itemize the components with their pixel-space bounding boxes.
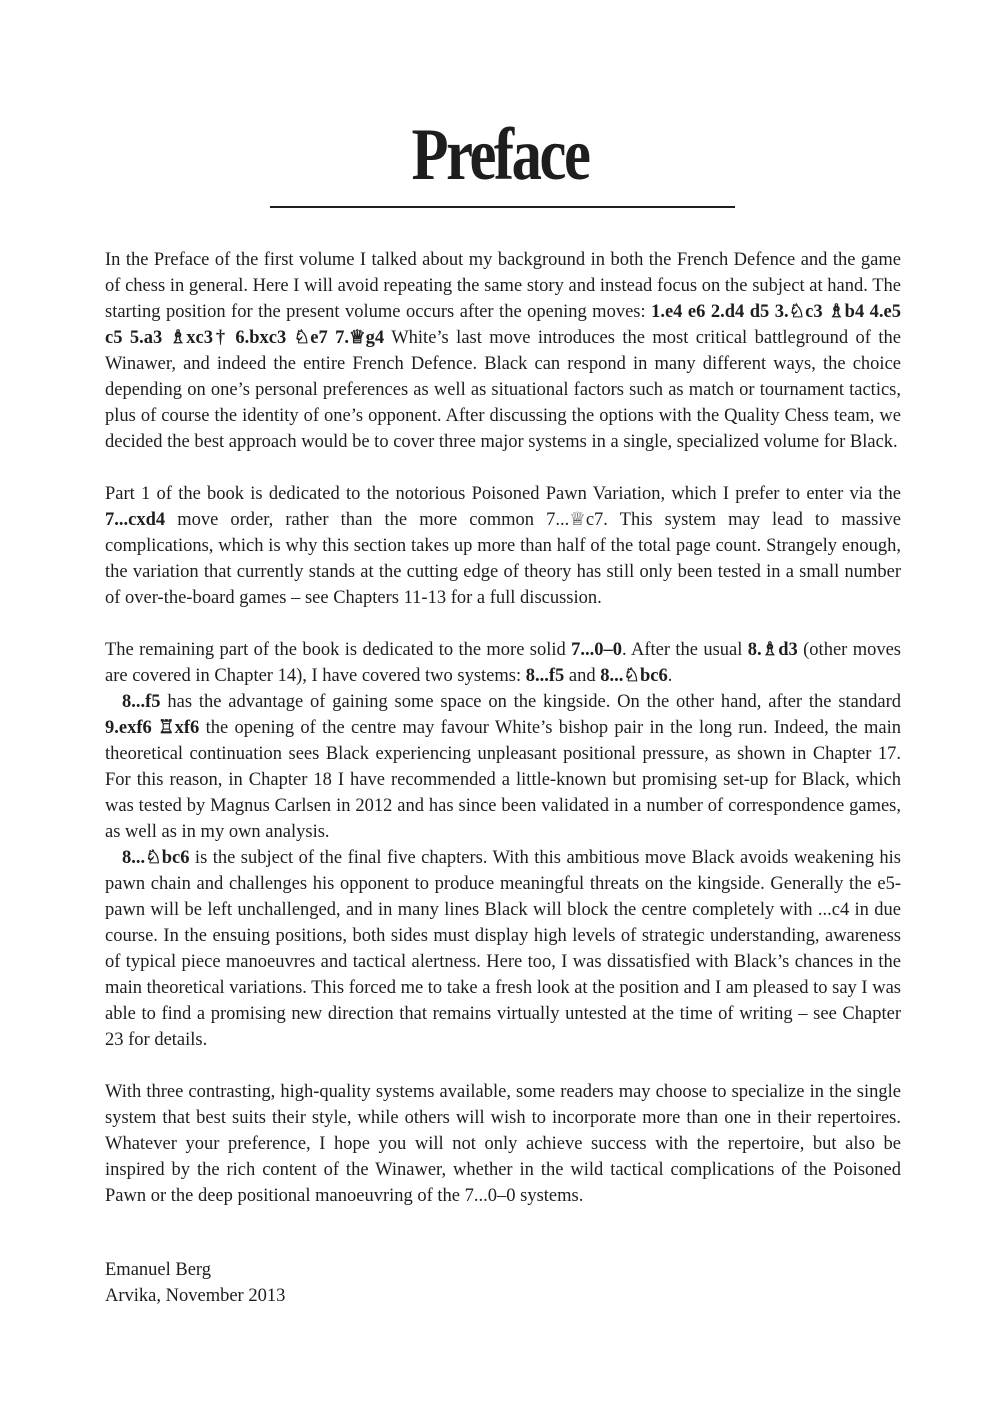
place-date: Arvika, November 2013 — [105, 1286, 286, 1306]
author-name: Emanuel Berg — [105, 1260, 212, 1280]
text: . After the usual — [622, 640, 748, 660]
preface-body — [105, 247, 901, 1209]
move: 8...♘bc6 — [600, 666, 668, 686]
paragraph-2 — [105, 481, 901, 611]
paragraph-4 — [105, 689, 901, 845]
move: 7...0–0 — [571, 640, 623, 660]
text: has the advantage of gaining some space on the kingside. On the other hand, after the standard — [160, 692, 901, 712]
text: White’s last move introduces the most critical battleground of the Winawer, and indeed the entire French Defence. Black can respond in many different ways, the choice depending on one’s personal preferences as well as situational factors such as match or tournament tactics, plus of course the identity of one’s opponent. After discussing the options with the Quality Chess team, we decided the best approach would be to cover three major systems in a single, specialized volume for Black. — [105, 328, 901, 452]
text: . — [667, 666, 673, 686]
move: 8...f5 — [122, 692, 161, 712]
move: 9.exf6 ♖xf6 — [105, 718, 200, 738]
move: 7...cxd4 — [105, 510, 166, 530]
text: the opening of the centre may favour White’s bishop pair in the long run. Indeed, the main theoretical continuation sees Black experiencing unpleasant positional pressure, as shown in Chapter 17. For this reason, in Chapter 18 I have recommended a little-known but promising set-up for Black, which was tested by Magnus Carlsen in 2012 and has since been validated in a number of correspondence games, as well as in my own analysis. — [105, 718, 901, 842]
paragraph-3 — [105, 637, 901, 689]
move: 8...♘bc6 — [122, 848, 190, 868]
text: The remaining part of the book is dedicated to the more solid — [105, 640, 572, 660]
title-rule — [270, 206, 735, 208]
text: Part 1 of the book is dedicated to the notorious Poisoned Pawn Variation, which I prefer to enter via the — [105, 484, 901, 504]
text: (other moves are covered in Chapter 14), I have covered two systems: — [105, 640, 901, 686]
paragraph-6: With three contrasting, high-quality systems available, some readers may choose to specialize in the single system that best suits their style, while others will wish to incorporate more than one in their repertoires. Whatever your preference, I hope you will not only achieve success with the repertoire, but also be inspired by the rich content of the Winawer, whether in the wild tactical complications of the Poisoned Pawn or the deep positional manoeuvring of the 7...0–0 systems. — [105, 1082, 901, 1206]
move-sequence: 1.e4 e6 2.d4 d5 3.♘c3 ♗b4 4.e5 c5 5.a3 ♗xc3† 6.bxc3 ♘e7 7.♕g4 — [105, 302, 901, 348]
signature-block — [105, 1257, 285, 1309]
text: move order, rather than the more common 7...♕c7. This system may lead to massive complications, which is why this section takes up more than half of the total page count. Strangely enough, the variation that currently stands at the cutting edge of theory has still only been tested in a small number of over-the-board games – see Chapters 11-13 for a full discussion. — [105, 510, 901, 608]
page-title: Preface — [411, 114, 589, 196]
text: is the subject of the final five chapters. With this ambitious move Black avoids weakening his pawn chain and challenges his opponent to produce meaningful threats on the kingside. Generally the e5-pawn will be left unchallenged, and in many lines Black will block the centre completely with ...c4 in due course. In the ensuing positions, both sides must display high levels of strategic understanding, awareness of typical piece manoeuvres and tactical alertness. Here too, I was dissatisfied with Black’s chances in the main theoretical variations. This forced me to take a fresh look at the position and I am pleased to say I was able to find a promising new direction that remains virtually untested at the time of writing – see Chapter 23 for details. — [105, 848, 901, 1050]
paragraph-1 — [105, 247, 901, 455]
text: In the Preface of the first volume I talked about my background in both the French Defence and the game of chess in general. Here I will avoid repeating the same story and instead focus on the subject at hand. The starting position for the present volume occurs after the opening moves: — [105, 250, 901, 322]
move: 8.♗d3 — [747, 640, 798, 660]
paragraph-5 — [105, 845, 901, 1053]
move: 8...f5 — [525, 666, 565, 686]
text: and — [564, 666, 601, 686]
